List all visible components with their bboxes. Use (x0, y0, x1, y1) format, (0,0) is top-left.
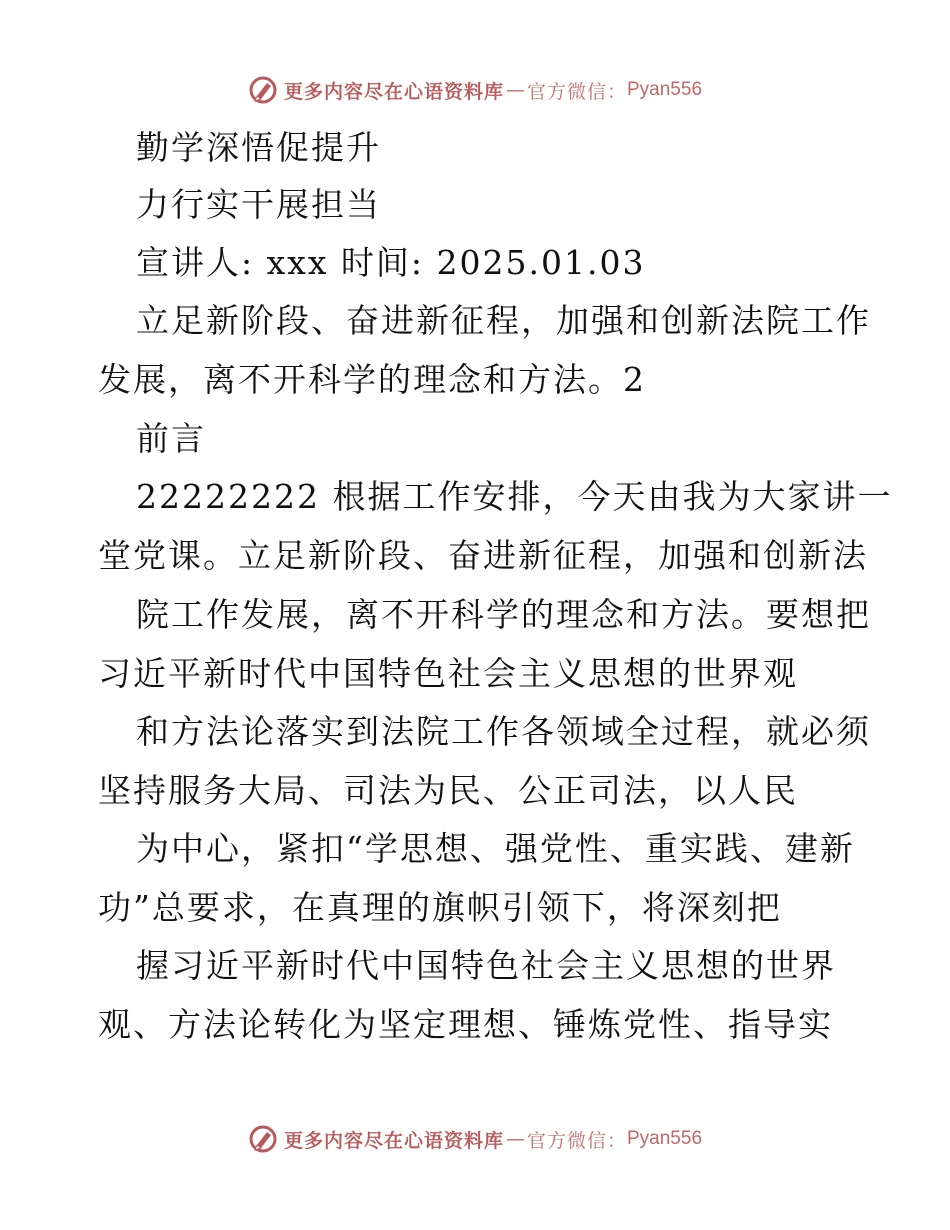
paragraph-line: 22222222 根据工作安排，今天由我为大家讲一 (136, 477, 893, 516)
paragraph-line: 功”总要求，在真理的旗帜引领下，将深刻把 (98, 888, 782, 927)
footer-watermark (0, 1121, 950, 1157)
pen-circle-icon (248, 1124, 278, 1154)
paragraph-line: 立足新阶段、奋进新征程，加强和创新法院工作 (136, 301, 871, 340)
title-line-1: 勤学深悟促提升 (136, 128, 381, 167)
paragraph-line: 握习近平新时代中国特色社会主义思想的世界 (136, 946, 836, 985)
section-heading: 前言 (136, 419, 206, 458)
paragraph-line: 坚持服务大局、司法为民、公正司法，以人民 (98, 771, 798, 810)
watermark-wechat-label: 官方微信： (526, 80, 627, 103)
title-line-2: 力行实干展担当 (136, 185, 381, 224)
pen-circle-icon (248, 75, 278, 105)
watermark-dash: — (505, 1128, 525, 1150)
paragraph-line: 堂党课。立足新阶段、奋进新征程，加强和创新法 (98, 536, 868, 575)
paragraph-line: 和方法论落实到法院工作各领域全过程，就必须 (136, 712, 871, 751)
watermark-dash: — (505, 79, 525, 101)
watermark-wechat-id: Pyan556 (627, 79, 703, 100)
watermark-wechat-label: 官方微信： (526, 1129, 627, 1152)
watermark-text: 更多内容尽在心语资料库 (283, 80, 504, 103)
paragraph-line: 院工作发展，离不开科学的理念和方法。要想把 (136, 595, 871, 634)
paragraph-line: 习近平新时代中国特色社会主义思想的世界观 (98, 654, 798, 693)
paragraph-line: 为中心，紧扣“学思想、强党性、重实践、建新 (136, 829, 855, 868)
header-watermark (0, 72, 950, 108)
paragraph-line: 观、方法论转化为坚定理想、锤炼党性、指导实 (98, 1005, 833, 1044)
paragraph-line: 发展，离不开科学的理念和方法。2 (98, 360, 646, 399)
watermark-wechat-id: Pyan556 (627, 1128, 703, 1149)
speaker-date-line: 宣讲人: xxx 时间: 2025.01.03 (136, 243, 646, 282)
watermark-text: 更多内容尽在心语资料库 (283, 1129, 504, 1152)
